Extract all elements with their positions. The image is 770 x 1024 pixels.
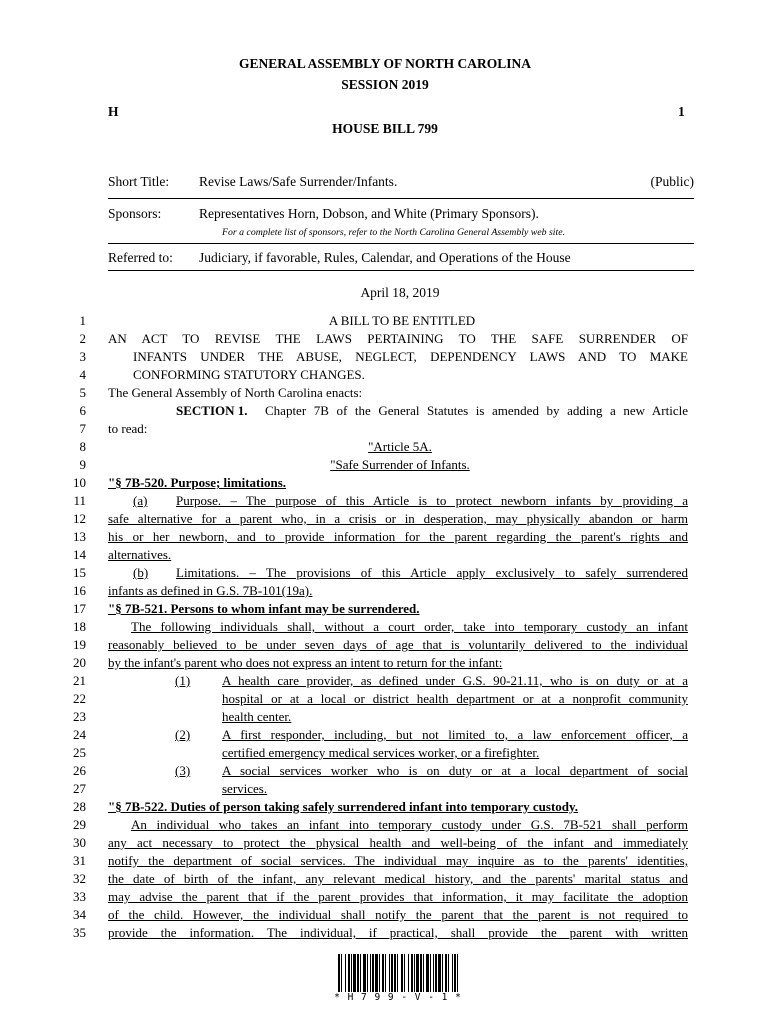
referred-value: Judiciary, if favorable, Rules, Calendar, and Operations of the House [199, 250, 571, 265]
line-number: 30 [73, 835, 86, 850]
bill-text-line: INFANTS UNDER THE ABUSE, NEGLECT, DEPENDENCY LAWS AND TO MAKE [133, 349, 688, 364]
bill-text-line: any act necessary to protect the physical health and well-being of the infant and immediately [108, 835, 688, 850]
bill-text-line: of the child. However, the individual shall notify the parent that the parent is not required to [108, 907, 688, 922]
bill-text-line: health center. [222, 709, 292, 724]
divider [108, 270, 694, 271]
line-number: 4 [79, 367, 86, 382]
line-number: 8 [79, 439, 86, 454]
line-number: 2 [79, 331, 86, 346]
bill-date: April 18, 2019 [360, 285, 440, 300]
article-subtitle: "Safe Surrender of Infants. [330, 457, 470, 472]
line-number: 19 [73, 637, 86, 652]
short-title-label: Short Title: [108, 174, 170, 189]
assembly-title: GENERAL ASSEMBLY OF NORTH CAROLINA [238, 56, 532, 71]
line-number: 11 [73, 493, 86, 508]
article-title: "Article 5A. [368, 439, 432, 454]
line-number: 5 [79, 385, 86, 400]
line-number: 3 [79, 349, 86, 364]
edition-number: 1 [678, 104, 685, 119]
line-number: 26 [73, 763, 86, 778]
bill-text-line: his or her newborn, and to provide information for the parent regarding the parent's rights and [108, 529, 688, 544]
line-number: 10 [73, 475, 86, 490]
line-number: 28 [73, 799, 86, 814]
line-number: 33 [73, 889, 86, 904]
line-number: 32 [73, 871, 86, 886]
bill-text-line: may advise the parent that if the parent provides that information, it may facilitate the adoption [108, 889, 688, 904]
line-number: 9 [79, 457, 86, 472]
line-number: 7 [79, 421, 86, 436]
bill-text-line: Chapter 7B of the General Statutes is amended by adding a new Article [265, 403, 688, 418]
bill-text-line: The General Assembly of North Carolina enacts: [108, 385, 363, 400]
line-number: 22 [73, 691, 86, 706]
line-number: 16 [73, 583, 86, 598]
bill-text-line: reasonably believed to be under seven days of age that is voluntarily delivered to the individual [108, 637, 688, 652]
sponsors-note: For a complete list of sponsors, refer to the North Carolina General Assembly web site. [222, 227, 566, 238]
bill-text-line: Limitations. – The provisions of this Article apply exclusively to safely surrendered [176, 565, 688, 580]
bill-text-line: safe alternative for a parent who, in a crisis or in desperation, may physically abandon or harm [108, 511, 688, 526]
line-number: 21 [73, 673, 86, 688]
line-number: 6 [79, 403, 86, 418]
list-item-label: (1) [175, 673, 191, 688]
sponsors-label: Sponsors: [108, 206, 162, 221]
barcode-label: * H 7 9 9 - V - 1 * [334, 992, 462, 1003]
bill-text-line: infants as defined in G.S. 7B-101(19a). [108, 583, 313, 598]
line-number: 34 [73, 907, 86, 922]
line-number: 24 [73, 727, 86, 742]
bill-text-line: to read: [108, 421, 148, 436]
list-item-label: (3) [175, 763, 191, 778]
bill-text-line: An individual who takes an infant into temporary custody under G.S. 7B-521 shall perform [131, 817, 688, 832]
divider [108, 243, 694, 244]
bill-text-line: certified emergency medical services worker, or a firefighter. [222, 745, 540, 760]
section-heading: "§ 7B-520. Purpose; limitations. [108, 475, 287, 490]
bill-text-line: the date of birth of the infant, any relevant medical history, and the parents' marital status and [108, 871, 688, 886]
bill-text-line: hospital or at a local or district health department or at a nonprofit community [222, 691, 688, 706]
line-number: 27 [73, 781, 86, 796]
section-heading: "§ 7B-521. Persons to whom infant may be surrendered. [108, 601, 420, 616]
sponsors-value: Representatives Horn, Dobson, and White (Primary Sponsors). [199, 206, 539, 221]
bill-text-line: The following individuals shall, without a court order, take into temporary custody an infant [131, 619, 688, 634]
bill-text-line: A first responder, including, but not limited to, a law enforcement officer, a [222, 727, 688, 742]
line-number: 18 [73, 619, 86, 634]
bill-text-line: provide the information. The individual, if practical, shall provide the parent with written [108, 925, 688, 940]
line-number: 25 [73, 745, 86, 760]
bill-text-line: AN ACT TO REVISE THE LAWS PERTAINING TO THE SAFE SURRENDER OF [108, 331, 688, 346]
subsection-label: (a) [133, 493, 148, 508]
line-number: 20 [73, 655, 86, 670]
list-item-label: (2) [175, 727, 191, 742]
line-number: 15 [73, 565, 86, 580]
bill-title: HOUSE BILL 799 [332, 121, 438, 136]
line-number: 17 [73, 601, 86, 616]
section-heading: "§ 7B-522. Duties of person taking safely surrendered infant into temporary custody. [108, 799, 579, 814]
bill-heading: A BILL TO BE ENTITLED [328, 313, 476, 328]
line-number: 13 [73, 529, 86, 544]
line-number: 29 [73, 817, 86, 832]
bill-text-line: A health care provider, as defined under G.S. 90-21.11, who is on duty or at a [222, 673, 688, 688]
line-number: 23 [73, 709, 86, 724]
bill-text-line: Purpose. – The purpose of this Article is to protect newborn infants by providing a [176, 493, 688, 508]
bill-text-line: by the infant's parent who does not express an intent to return for the infant: [108, 655, 503, 670]
barcode-icon [338, 954, 458, 992]
public-label: (Public) [650, 174, 694, 189]
bill-text-line: notify the department of social services. The individual may inquire as to the parents' identities, [108, 853, 688, 868]
referred-label: Referred to: [108, 250, 173, 265]
chamber-letter: H [108, 104, 119, 119]
line-number: 12 [73, 511, 86, 526]
section-label: SECTION 1. [176, 403, 248, 418]
bill-text-line: alternatives. [108, 547, 172, 562]
line-number: 31 [73, 853, 86, 868]
bill-text-line: services. [222, 781, 268, 796]
line-number: 14 [73, 547, 86, 562]
divider [108, 198, 694, 199]
bill-text-line: A social services worker who is on duty or at a local department of social [222, 763, 688, 778]
bill-text-line: CONFORMING STATUTORY CHANGES. [133, 367, 365, 382]
line-number: 1 [79, 313, 86, 328]
session-title: SESSION 2019 [341, 77, 429, 92]
line-number: 35 [73, 925, 86, 940]
subsection-label: (b) [133, 565, 149, 580]
short-title-value: Revise Laws/Safe Surrender/Infants. [199, 174, 398, 189]
